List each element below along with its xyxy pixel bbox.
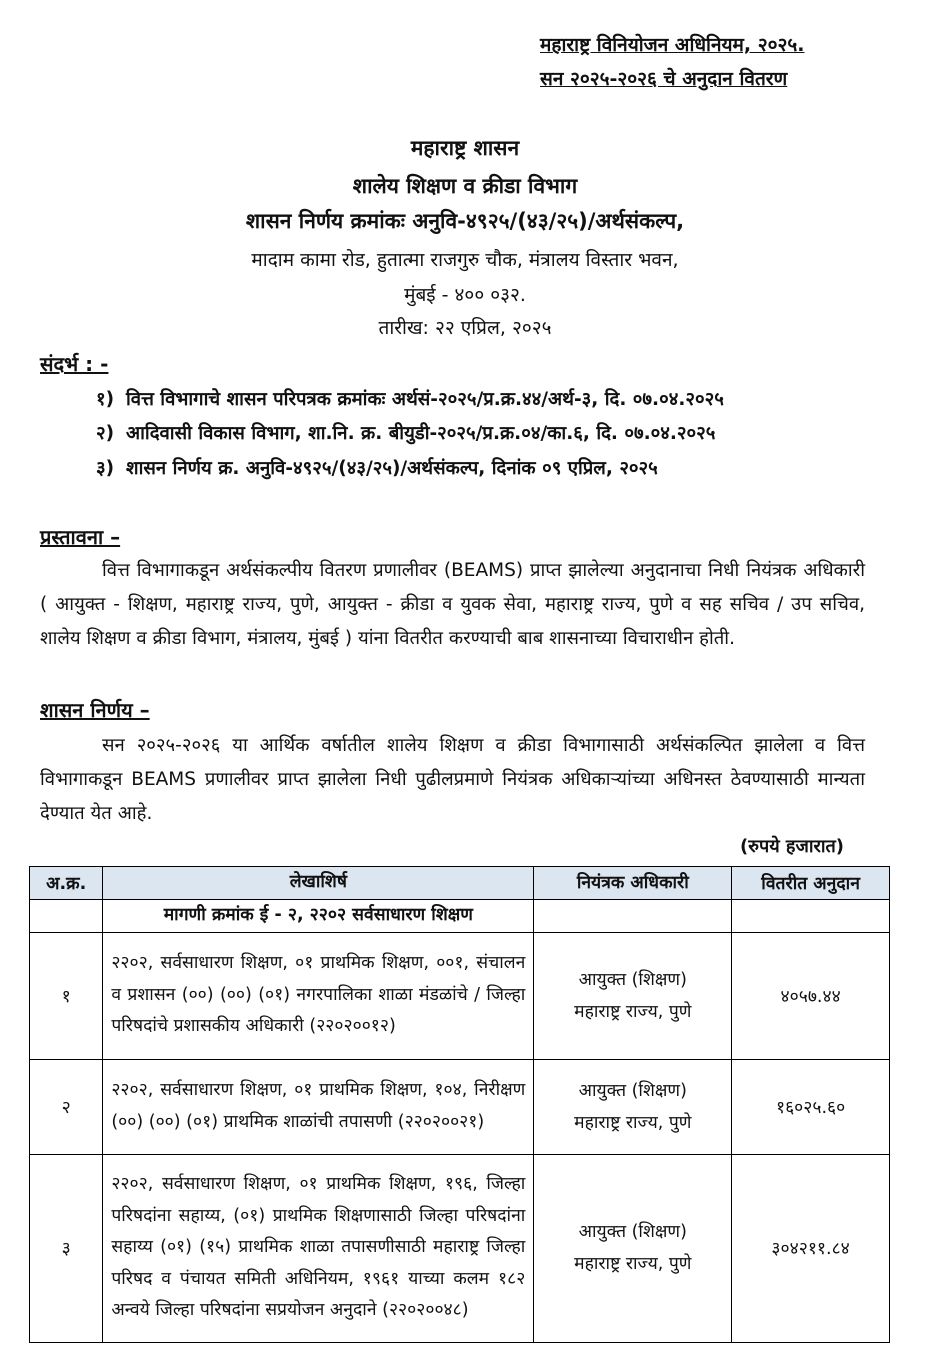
document-date: तारीख: २२ एप्रिल, २०२५	[378, 317, 552, 339]
grant-allocation-table	[29, 866, 890, 1343]
table-row	[30, 932, 890, 1059]
officer-title: आयुक्त (शिक्षण)	[578, 1222, 687, 1242]
row-controlling-officer	[534, 1154, 732, 1342]
decision-heading: शासन निर्णय –	[40, 698, 150, 722]
office-address: मादाम कामा रोड, हुतात्मा राजगुरु चौक, मंत्रालय विस्तार भवन,	[251, 249, 679, 271]
table-row	[30, 1154, 890, 1342]
officer-title: आयुक्त (शिक्षण)	[578, 1080, 687, 1101]
table-header-row	[30, 867, 890, 900]
preamble-paragraph	[40, 554, 865, 656]
officer-location: महाराष्ट्र राज्य, पुणे	[574, 1254, 692, 1274]
reference-number: ३)	[96, 458, 115, 479]
gr-number: शासन निर्णय क्रमांकः अनुवि-४९२५/(४३/२५)/अर्थसंकल्प,	[245, 209, 685, 233]
decision-paragraph	[40, 729, 865, 831]
reference-item	[96, 386, 724, 411]
government-name: महाराष्ट्र शासन	[410, 136, 520, 160]
references-heading: संदर्भ : -	[40, 352, 109, 376]
office-city: मुंबई - ४०० ०३२.	[404, 284, 526, 306]
row-serial: ३	[30, 1154, 103, 1342]
decision-text: सन २०२५-२०२६ या आर्थिक वर्षातील शालेय शिक्षण व क्रीडा विभागासाठी अर्थसंकल्पित झालेला व वित्त विभागाकडून BEAMS प्रणालीवर प्राप्त झालेला निधी पुढीलप्रमाणे नियंत्रक अधिकाऱ्यांच्या अधिनस्त ठेवण्यासाठी मान्यता देण्यात येत आहे.	[40, 735, 865, 824]
row-controlling-officer	[534, 932, 732, 1059]
department-name: शालेय शिक्षण व क्रीडा विभाग	[352, 174, 578, 198]
row-serial: १	[30, 932, 103, 1059]
row-account-head: २२०२, सर्वसाधारण शिक्षण, ०१ प्राथमिक शिक्षण, ००१, संचालन व प्रशासन (००) (००) (०१) नगरपालिका शाळा मंडळांचे / जिल्हा परिषदांचे प्रशासकीय अधिकारी (२२०२००१२)	[103, 932, 534, 1059]
officer-title: आयुक्त (शिक्षण)	[578, 969, 687, 990]
row-grant-amount: ३०४२११.८४	[732, 1154, 890, 1342]
column-header-serial: अ.क्र.	[30, 867, 103, 900]
column-header-grant-amount: वितरीत अनुदान	[732, 867, 890, 900]
demand-row	[30, 900, 890, 933]
officer-location: महाराष्ट्र राज्य, पुणे	[574, 1112, 692, 1133]
reference-text: आदिवासी विकास विभाग, शा.नि. क्र. बीयुडी-२०२५/प्र.क्र.०४/का.६, दि. ०७.०४.२०२५	[126, 423, 716, 444]
row-serial: २	[30, 1059, 103, 1154]
preamble-text: वित्त विभागाकडून अर्थसंकल्पीय वितरण प्रणालीवर (BEAMS) प्राप्त झालेल्या अनुदानाचा निधी नियंत्रक अधिकारी ( आयुक्त - शिक्षण, महाराष्ट्र राज्य, पुणे, आयुक्त - क्रीडा व युवक सेवा, महाराष्ट्र राज्य, पुणे व सह सचिव / उप सचिव, शालेय शिक्षण व क्रीडा विभाग, मंत्रालय, मुंबई ) यांना वितरीत करण्याची बाब शासनाच्या विचाराधीन होती.	[40, 560, 865, 649]
officer-location: महाराष्ट्र राज्य, पुणे	[574, 1001, 692, 1022]
column-header-controlling-officer: नियंत्रक अधिकारी	[534, 867, 732, 900]
grant-distribution-title: सन २०२५-२०२६ चे अनुदान वितरण	[540, 68, 788, 90]
reference-text: शासन निर्णय क्र. अनुवि-४९२५/(४३/२५)/अर्थसंकल्प, दिनांक ०९ एप्रिल, २०२५	[126, 458, 658, 479]
reference-item	[96, 420, 715, 445]
preamble-heading: प्रस्तावना –	[40, 525, 121, 549]
act-reference-note	[540, 28, 900, 96]
demand-label: मागणी क्रमांक ई - २, २२०२ सर्वसाधारण शिक्षण	[103, 900, 534, 933]
reference-number: १)	[96, 389, 115, 410]
reference-text: वित्त विभागाचे शासन परिपत्रक क्रमांकः अर्थसं-२०२५/प्र.क्र.४४/अर्थ-३, दि. ०७.०४.२०२५	[126, 389, 724, 410]
row-grant-amount: ४०५७.४४	[732, 932, 890, 1059]
row-grant-amount: १६०२५.६०	[732, 1059, 890, 1154]
column-header-account-head: लेखाशिर्ष	[103, 867, 534, 900]
unit-note: (रुपये हजारात)	[740, 836, 845, 857]
act-title: महाराष्ट्र विनियोजन अधिनियम, २०२५.	[540, 34, 805, 56]
reference-item	[96, 455, 658, 480]
row-account-head: २२०२, सर्वसाधारण शिक्षण, ०१ प्राथमिक शिक्षण, १०४, निरीक्षण (००) (००) (०१) प्राथमिक शाळांची तपासणी (२२०२००२१)	[103, 1059, 534, 1154]
table-row	[30, 1059, 890, 1154]
row-controlling-officer	[534, 1059, 732, 1154]
row-account-head: २२०२, सर्वसाधारण शिक्षण, ०१ प्राथमिक शिक्षण, १९६, जिल्हा परिषदांना सहाय्य, (०१) प्राथमिक शिक्षणासाठी जिल्हा परिषदांना सहाय्य (०१) (१५) प्राथमिक शाळा तपासणीसाठी महाराष्ट्र जिल्हा परिषद व पंचायत समिती अधिनियम, १९६१ याच्या कलम १८२ अन्वये जिल्हा परिषदांना सप्रयोजन अनुदाने (२२०२००४८)	[103, 1154, 534, 1342]
reference-number: २)	[96, 423, 115, 444]
